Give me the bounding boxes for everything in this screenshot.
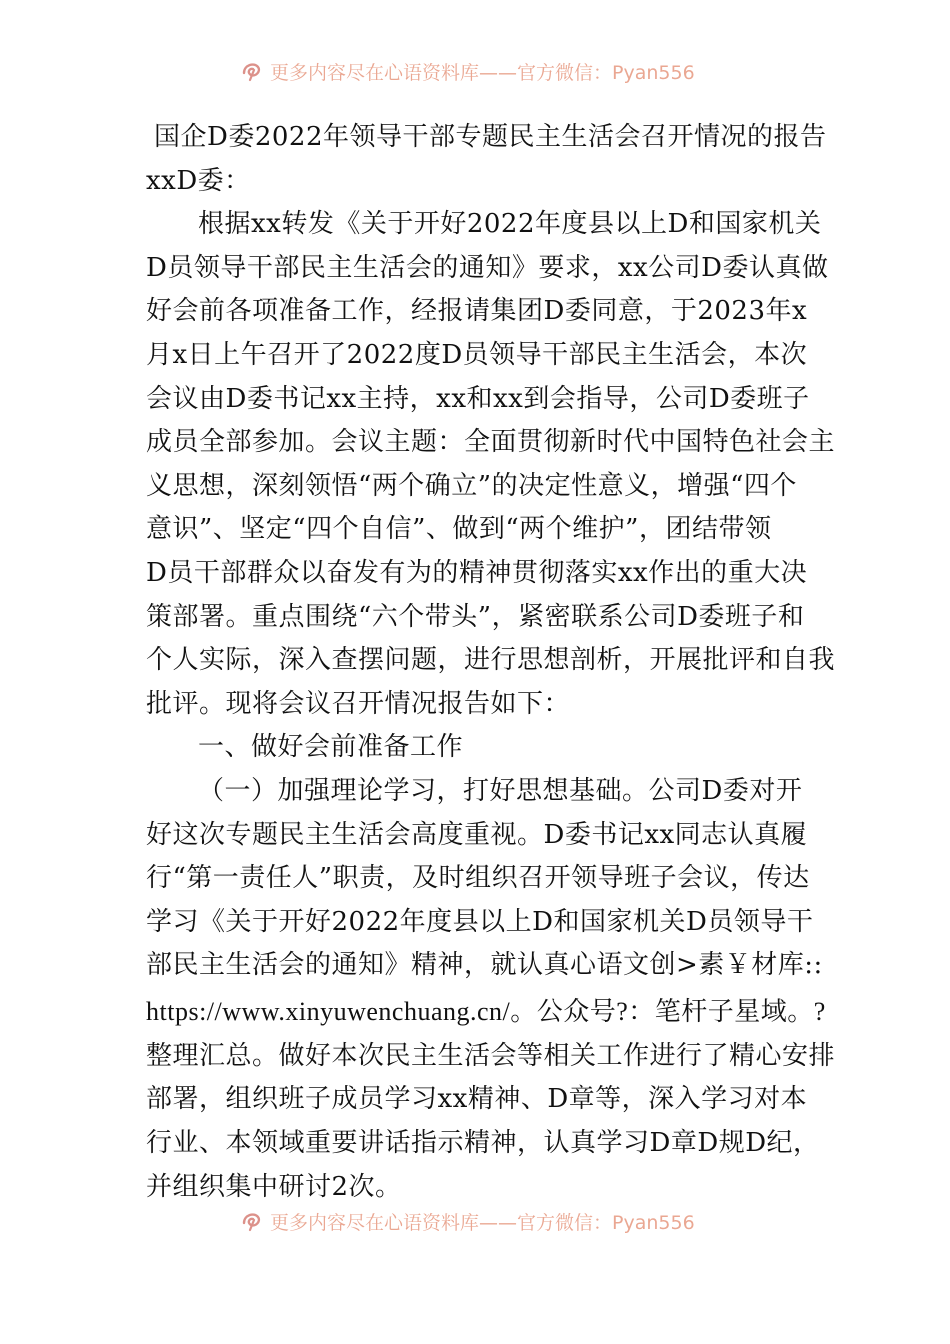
paragraph-line-url: https://www.xinyuwenchuang.cn/。公众号?：笔杆子星域。? — [146, 996, 826, 1026]
paragraph-line: D员干部群众以奋发有为的精神贯彻落实xx作出的重大决 — [146, 557, 808, 588]
paragraph-line: 义思想，深刻领悟“两个确立”的决定性意义，增强“四个 — [146, 470, 797, 501]
paragraph-line: 行“第一责任人”职责，及时组织召开领导班子会议，传达 — [146, 863, 810, 894]
paragraph-line: 会议由D委书记xx主持，xx和xx到会指导，公司D委班子 — [146, 383, 810, 414]
paragraph-line: （一）加强理论学习，打好思想基础。公司D委对开 — [198, 775, 803, 806]
paragraph-line: 行业、本领域重要讲话指示精神，认真学习D章D规D纪， — [146, 1128, 820, 1159]
paragraph-line: 批评。现将会议召开情况报告如下： — [146, 688, 571, 719]
paragraph-line: 策部署。重点围绕“六个带头”，紧密联系公司D委班子和 — [146, 601, 805, 632]
paragraph-line: 月x日上午召开了2022度D员领导干部民主生活会，本次 — [146, 339, 808, 370]
paragraph-line: 意识”、坚定“四个自信”、做到“两个维护”，团结带领 — [146, 514, 772, 545]
document-title: 国企D委2022年领导干部专题民主生活会召开情况的报告 — [154, 122, 827, 152]
paragraph-line: 部署，组织班子成员学习xx精神、D章等，深入学习对本 — [146, 1084, 808, 1115]
watermark-text: 更多内容尽在心语资料库——官方微信：Pyan556 — [270, 61, 695, 84]
swirl-logo-icon — [240, 1209, 264, 1233]
watermark-footer — [240, 1208, 720, 1234]
watermark-text: 更多内容尽在心语资料库——官方微信：Pyan556 — [270, 1211, 695, 1234]
paragraph-line: 整理汇总。做好本次民主生活会等相关工作进行了精心安排 — [146, 1040, 836, 1071]
paragraph-line: 好这次专题民主生活会高度重视。D委书记xx同志认真履 — [146, 819, 808, 850]
swirl-logo-icon — [240, 59, 264, 83]
paragraph-line: D员领导干部民主生活会的通知》要求，xx公司D委认真做 — [146, 252, 829, 283]
salutation: xxD委： — [146, 165, 251, 196]
document-body — [146, 116, 836, 1209]
paragraph-line: 并组织集中研讨2次。 — [146, 1171, 402, 1202]
paragraph-line: 部民主生活会的通知》精神，就认真心语文创>素￥材库:: — [146, 950, 823, 981]
section-heading: 一、做好会前准备工作 — [198, 732, 464, 763]
paragraph-line: 好会前各项准备工作，经报请集团D委同意，于2023年x — [146, 296, 808, 327]
paragraph-line: 学习《关于开好2022年度县以上D和国家机关D员领导干 — [146, 906, 814, 937]
paragraph-line: 成员全部参加。会议主题：全面贯彻新时代中国特色社会主 — [146, 427, 836, 458]
paragraph-line: 根据xx转发《关于开好2022年度县以上D和国家机关 — [198, 209, 822, 240]
paragraph-line: 个人实际，深入查摆问题，进行思想剖析，开展批评和自我 — [146, 645, 836, 676]
watermark-header — [240, 58, 720, 84]
